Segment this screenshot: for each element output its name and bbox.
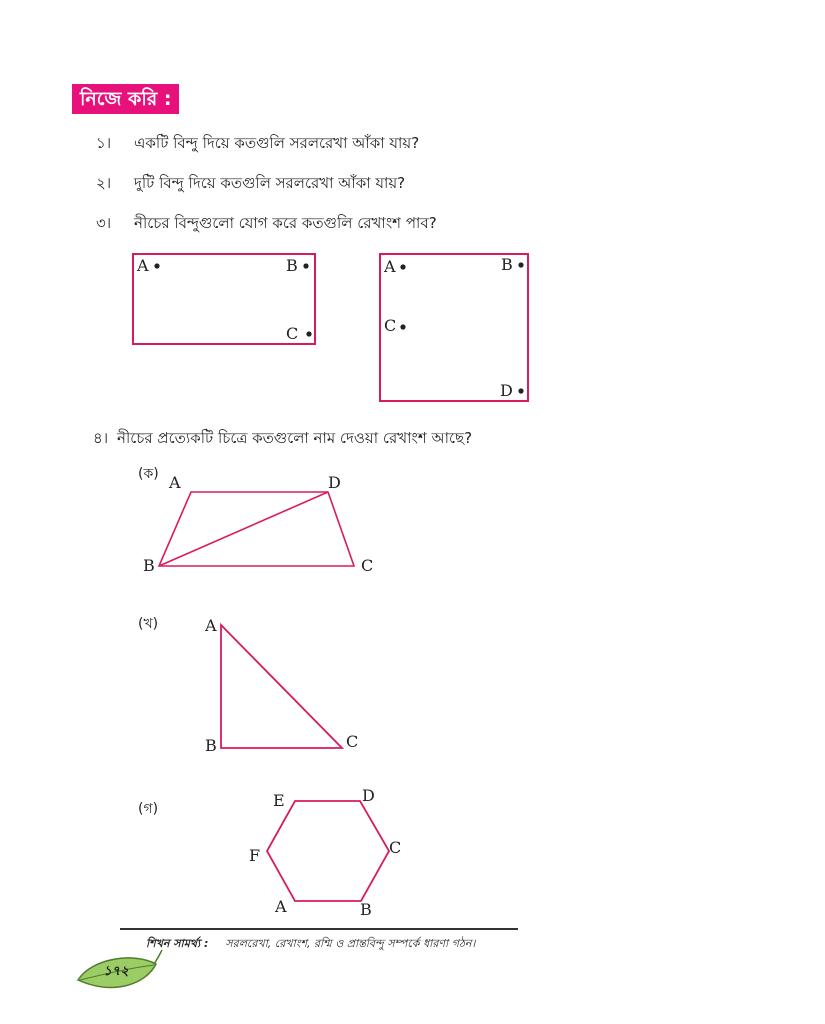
- box-1-label-c: C: [286, 324, 299, 343]
- box-1-point-b: [303, 263, 308, 268]
- footer-divider: [120, 928, 518, 930]
- figure-ga-label-e: E: [273, 791, 285, 810]
- figure-kha: [138, 616, 358, 755]
- figure-ga-label-c: C: [389, 838, 402, 857]
- figure-ka-label-c: C: [361, 556, 374, 575]
- figure-ga-label-b: B: [360, 900, 372, 919]
- point-box-1: [133, 254, 315, 344]
- hexagon-shape: [267, 801, 389, 901]
- box-2-label-b: B: [501, 255, 513, 274]
- trapezium-shape: [159, 492, 354, 566]
- box-2-point-b: [518, 262, 523, 267]
- box-1-point-a: [154, 263, 159, 268]
- question-text: একটি বিন্দু দিয়ে কতগুলি সরলরেখা আঁকা যায়?: [134, 134, 420, 152]
- learning-outcome: [146, 935, 475, 954]
- question-text: দুটি বিন্দু দিয়ে কতগুলি সরলরেখা আঁকা যায়?: [134, 174, 406, 192]
- figure-ka-tag: (ক): [138, 466, 159, 482]
- box-1-point-c: [306, 331, 311, 336]
- point-box-2: [380, 254, 528, 401]
- learning-outcome-label: শিখন সামর্থ্য :: [146, 937, 209, 950]
- box-2-point-a: [400, 264, 405, 269]
- figure-ga-label-d: D: [362, 786, 375, 805]
- question-text: নীচের প্রত্যেকটি চিত্রে কতগুলো নাম দেওয়া রেখাংশ আছে?: [117, 429, 473, 447]
- question-number: ৪।: [93, 429, 109, 447]
- page-number: ১৭২: [103, 964, 129, 979]
- figure-ga-tag: (গ): [138, 801, 159, 817]
- figure-ga: [138, 786, 401, 919]
- box-2-point-d: [518, 388, 523, 393]
- question-number: ২।: [96, 174, 112, 192]
- box-2-label-c: C: [384, 316, 397, 335]
- figure-kha-label-a: A: [205, 616, 217, 635]
- box-2-label-a: A: [384, 257, 396, 276]
- triangle-shape: [221, 625, 342, 748]
- box-1-label-b: B: [286, 256, 298, 275]
- question-number: ৩।: [96, 214, 112, 232]
- figure-ka-label-a: A: [169, 473, 181, 492]
- learning-outcome-text: সরলরেখা, রেখাংশ, রশ্মি ও প্রান্তবিন্দু সম্পর্কে ধারণা গঠন।: [225, 937, 476, 950]
- figure-ga-label-a: A: [275, 897, 287, 916]
- diagonal-bd: [159, 492, 328, 566]
- box-2-point-c: [400, 324, 405, 329]
- figure-kha-tag: (খ): [138, 616, 159, 632]
- section-heading: নিজে করি :: [72, 84, 179, 114]
- question-number: ১।: [96, 134, 112, 152]
- figure-ga-label-f: F: [249, 846, 261, 865]
- figure-ka-label-d: D: [328, 473, 341, 492]
- figure-kha-label-c: C: [346, 732, 359, 751]
- figure-ka-label-b: B: [143, 556, 155, 575]
- box-2-label-d: D: [500, 381, 513, 400]
- figure-kha-label-b: B: [205, 736, 217, 755]
- question-text: নীচের বিন্দুগুলো যোগ করে কতগুলি রেখাংশ পাব?: [134, 214, 437, 232]
- figure-ka: [138, 466, 373, 575]
- box-1-label-a: A: [137, 256, 149, 275]
